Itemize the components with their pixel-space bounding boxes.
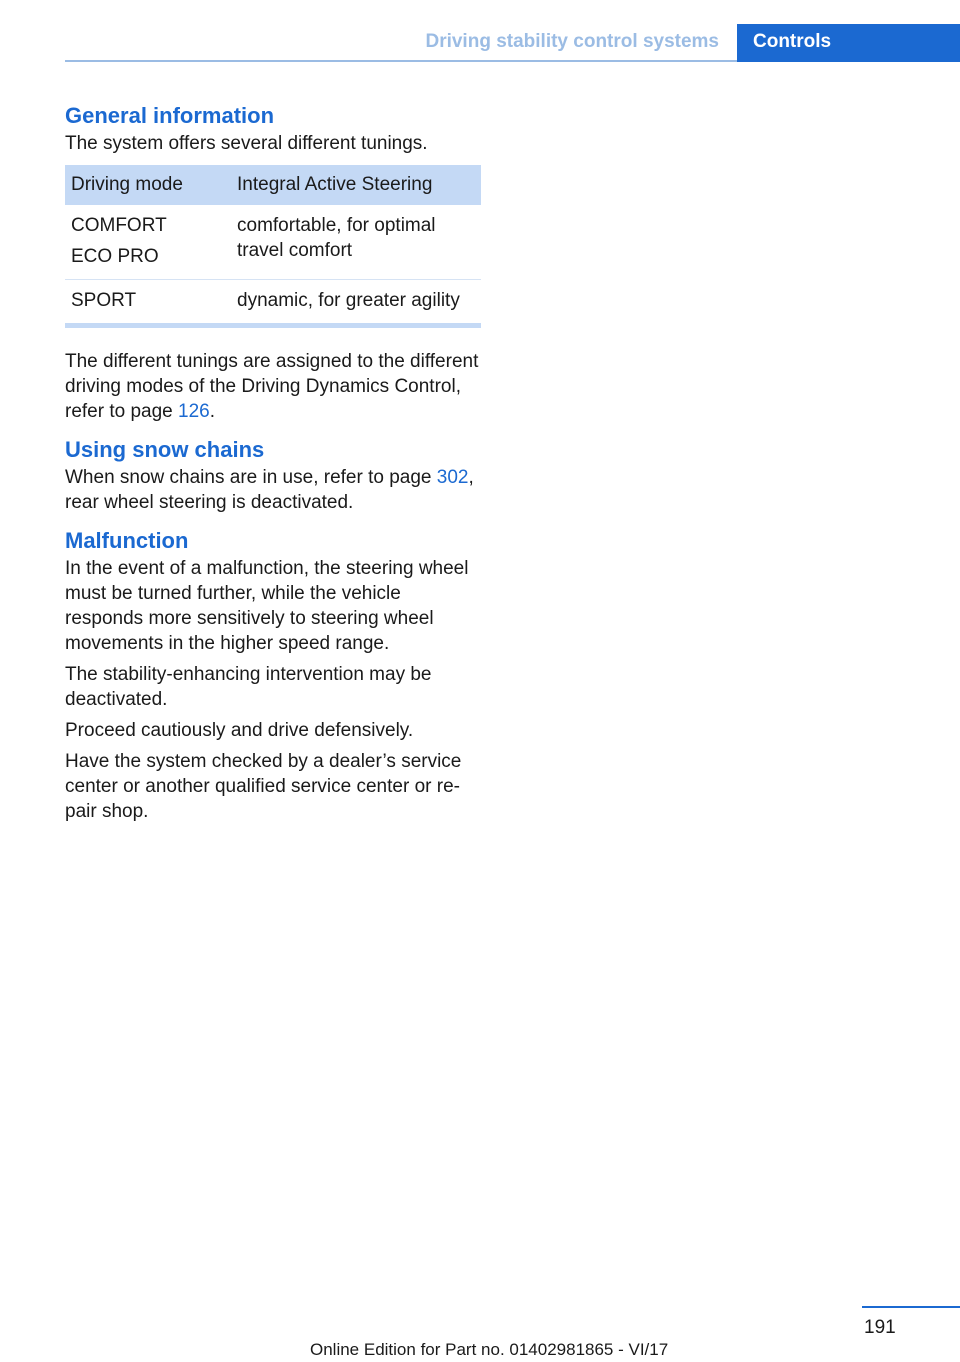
- table-cell-mode: [65, 280, 231, 326]
- mode-label: ECO PRO: [71, 246, 159, 267]
- snow-chains-paragraph: [65, 465, 481, 515]
- column-header-steering: Integral Active Steering: [231, 165, 481, 205]
- snow-chains-text: When snow chains are in use, refer to page: [65, 467, 437, 488]
- mode-label: COMFORT: [71, 215, 167, 236]
- malfunction-paragraph: The stability-enhancing intervention may be deactivated.: [65, 664, 432, 710]
- page-link-302[interactable]: 302: [436, 467, 469, 488]
- table-row: [65, 280, 481, 326]
- heading-snow-chains: Using snow chains: [65, 437, 265, 462]
- page-number: 191: [864, 1317, 896, 1338]
- page-link-126[interactable]: 126: [178, 401, 210, 422]
- malfunction-paragraph: Proceed cautiously and drive defensively.: [65, 720, 414, 741]
- chapter-tab[interactable]: Controls: [737, 24, 960, 62]
- table-header-row: [65, 165, 481, 205]
- snow-chains-text-end: , rear wheel steering is deactivated.: [65, 467, 474, 513]
- table-cell-tuning: dynamic, for greater agility: [231, 280, 481, 326]
- assignment-text-end: .: [209, 401, 216, 422]
- table-cell-mode: [65, 205, 231, 280]
- footer-rule: [862, 1306, 960, 1308]
- malfunction-paragraph: Have the system checked by a dealer’s service center or another qualified service center or repair shop.: [65, 751, 462, 822]
- mode-label: SPORT: [71, 290, 137, 311]
- heading-malfunction: Malfunction: [65, 528, 189, 553]
- column-header-driving-mode: Driving mode: [65, 165, 231, 205]
- table-cell-tuning: comfortable, for optimal travel comfort: [231, 205, 481, 280]
- assignment-text: The different tunings are assigned to the different driving modes of the Driving Dynamics Control, refer to page: [65, 351, 479, 422]
- general-intro: The system offers several different tunings.: [65, 133, 428, 154]
- assignment-paragraph: [65, 349, 481, 424]
- footer-edition: Online Edition for Part no. 01402981865 - VI/17: [310, 1340, 669, 1359]
- table-row: [65, 205, 481, 280]
- heading-general-information: General information: [65, 103, 275, 128]
- page-content: [65, 101, 481, 830]
- malfunction-paragraph: In the event of a malfunction, the steering wheel must be turned further, while the vehicle responds more sensitively to steering wheel movements in the higher speed range.: [65, 558, 469, 654]
- running-header-section: Driving stability control systems: [425, 31, 719, 52]
- tuning-table: [65, 165, 481, 328]
